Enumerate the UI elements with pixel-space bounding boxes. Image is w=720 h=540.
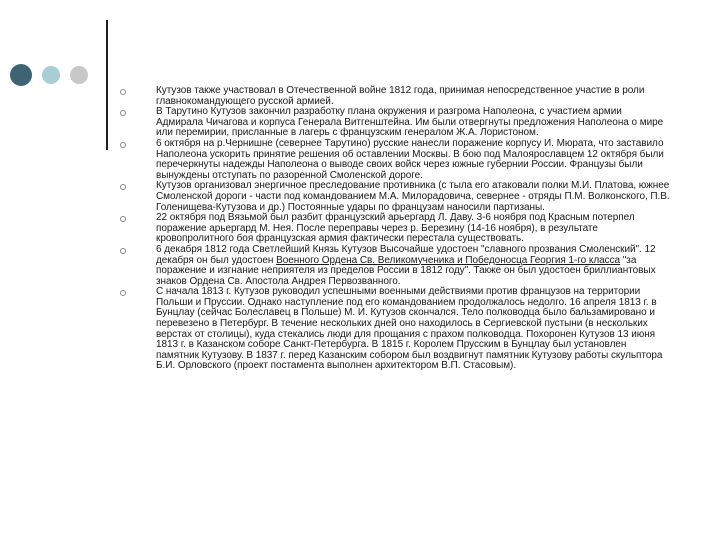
bullet-list (118, 86, 670, 372)
list-item (118, 213, 670, 245)
item-text: Кутузов также участвовал в Отечественной войне 1812 года, принимая непосредственное участие в роли главнокомандующего русской армией. (156, 85, 645, 107)
list-item (118, 86, 670, 107)
circle-bullet-icon (120, 89, 126, 95)
decorative-dot-dark (10, 64, 32, 86)
list-item (118, 245, 670, 287)
order-of-st-george-link[interactable]: Военного Ордена Св. Великомученика и Победоносца Георгия 1-го класса (276, 254, 621, 266)
list-item (118, 181, 670, 213)
item-text: С начала 1813 г. Кутузов руководил успешными военными действиями против французов на территории Польши и Пруссии. Однако наступление под его командованием продолжалось недолго. 16 апреля 1813 г. в Бунцлау (сейчас Болеславец в Польше) М. И. Кутузов скончался. Тело полководца было бальзамировано и перевезено в Петербург. В течение нескольких дней оно находилось в Сергиевской пустыни (в нескольких верстах от столицы), куда стекались люди для прощания с прахом полководца. Похоронен Кутузов 13 июня 1813 г. в Казанском соборе Санкт-Петербурга. В 1815 г. Королем Прусским в Бунцлау был установлен памятник Кутузову. В 1837 г. перед Казанским собором был воздвигнут памятник Кутузову работы скульптора Б.И. Орловского (проект постамента выполнен архитектором В.П. Стасовым). (156, 286, 663, 372)
list-item (118, 287, 670, 372)
list-item (118, 139, 670, 181)
item-text: В Тарутино Кутузов закончил разработку плана окружения и разгрома Наполеона, с участием армии Адмирала Чичагова и корпуса Генерала Витгенштейна. Им были отвергнуты предложения Наполеона о мире или перемирии, присланные в лагерь с французским генералом Ж.А. Лористоном. (156, 106, 664, 139)
item-text: 6 октября на р.Чернишне (севернее Тарутино) русские нанесли поражение корпусу И. Мюрата, что заставило Наполеона ускорить принятие решения об оставлении Москвы. В бою под Малоярославцем 12 октября были перечеркнуты надежды Наполеона о выводе своих войск через южные губернии России. Французы были вынуждены отступать по разоренной Смоленской дороге. (156, 137, 664, 181)
item-text-after-link: "за поражение и изгнание неприятеля из пределов России в 1812 году". Также он был удостоен бриллиантовых знаков Ордена Св. Апостола Андрея Первозванного. (156, 254, 656, 287)
item-text (156, 245, 670, 287)
slide-decoration (0, 0, 130, 160)
circle-bullet-icon (120, 290, 126, 296)
circle-bullet-icon (120, 184, 126, 190)
decorative-dot-light (42, 66, 60, 84)
list-item (118, 107, 670, 139)
item-text: 22 октября под Вязьмой был разбит французский арьергард Л. Даву. 3-6 ноября под Красным потерпел поражение арьергард М. Нея. После переправы через р. Березину (14-16 ноября), в результате кровопролитного боя французская армия фактически перестала существовать. (156, 212, 635, 245)
circle-bullet-icon (120, 110, 126, 116)
vertical-divider (106, 20, 108, 150)
circle-bullet-icon (120, 216, 126, 222)
circle-bullet-icon (120, 248, 126, 254)
decorative-dot-gray (70, 66, 88, 84)
item-text: Кутузов организовал энергичное преследование противника (с тыла его атаковали полки М.И. Платова, южнее Смоленской дороги - части под командованием М.А. Милорадовича, севернее - отряды П.М. Волконского, П.В. Голенищева-Кутузова и др.) Постоянные удары по французам наносили партизаны. (156, 180, 670, 213)
item-text-before-link: 6 декабря 1812 года Светлейший Князь Кутузов Высочайше удостоен "славного прозвания Смоленский". 12 декабря он был удостоен (156, 243, 656, 266)
circle-bullet-icon (120, 142, 126, 148)
